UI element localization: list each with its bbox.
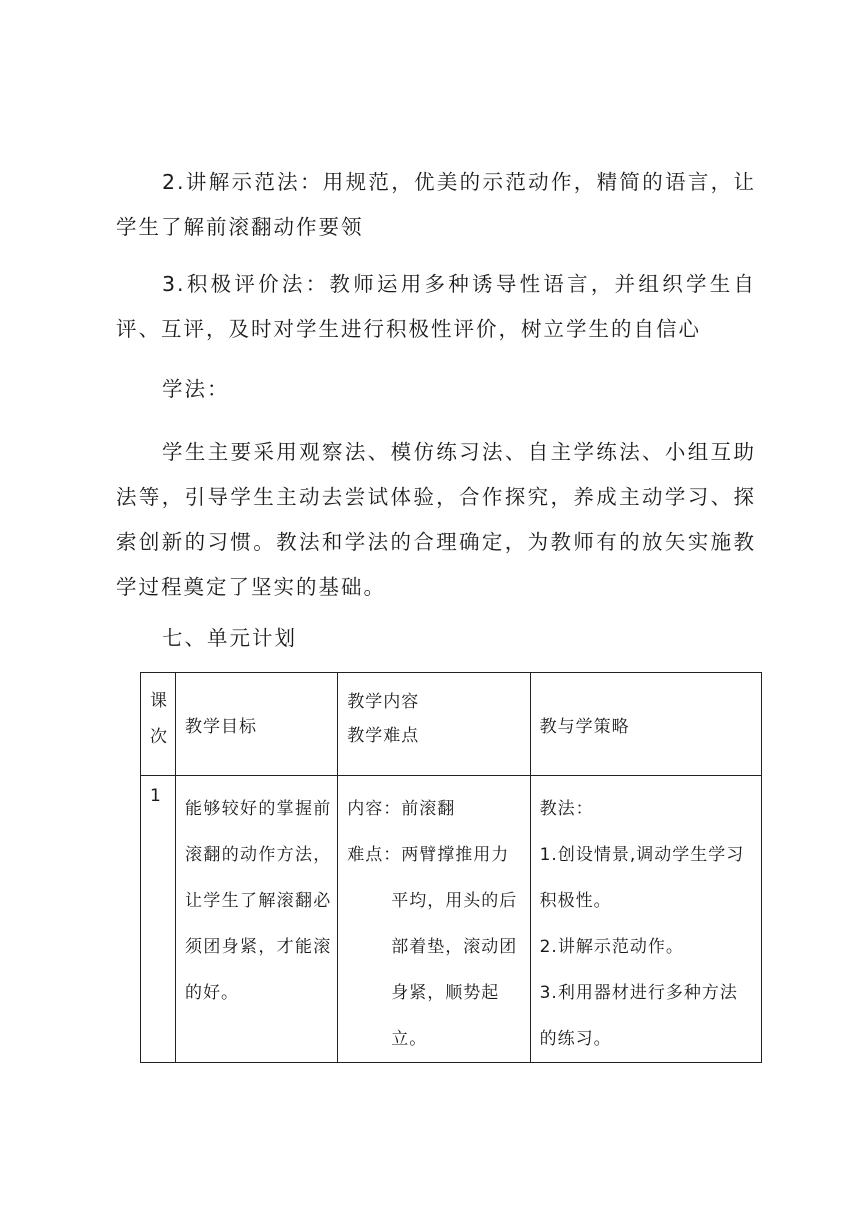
paragraph-learning-method-title: 学法： — [162, 377, 230, 401]
header-teaching-content: 教学内容 教学难点 — [338, 673, 530, 776]
lesson-strategy — [530, 776, 761, 1063]
lesson-content — [338, 776, 530, 1063]
table-header-row — [141, 673, 762, 776]
strategy-item: 3.利用器材进行多种方法的练习。 — [539, 983, 738, 1049]
unit-plan-table — [140, 672, 762, 1063]
header-lesson-number: 课 次 — [141, 673, 176, 776]
strategy-item: 1.创设情景,调动学生学习积极性。 — [539, 845, 745, 911]
header-teaching-goal: 教学目标 — [176, 673, 338, 776]
strategy-item: 2.讲解示范动作。 — [539, 937, 684, 957]
paragraph-learning-method-body: 学生主要采用观察法、模仿练习法、自主学练法、小组互助法等，引导学生主动去尝试体验，合作探究，养成主动学习、探索创新的习惯。教法和学法的合理确定，为教师有的放矢实施教学过程奠定了坚实的基础。 — [116, 440, 756, 599]
content-text: 内容：前滚翻 — [347, 799, 456, 819]
table-row — [141, 776, 762, 1063]
section-heading-unit-plan: 七、单元计划 — [162, 626, 297, 650]
paragraph-demonstration-method: 2.讲解示范法：用规范，优美的示范动作，精简的语言，让学生了解前滚翻动作要领 — [116, 170, 756, 239]
strategy-title: 教法： — [539, 799, 594, 819]
header-teaching-strategy: 教与学策略 — [530, 673, 761, 776]
paragraph-evaluation-method: 3.积极评价法：教师运用多种诱导性语言，并组织学生自评、互评，及时对学生进行积极性评价，树立学生的自信心 — [116, 272, 756, 341]
difficulty-text: 难点：两臂撑推用力平均，用头的后部着垫，滚动团身紧，顺势起立。 — [347, 845, 518, 1049]
lesson-goal: 能够较好的掌握前滚翻的动作方法，让学生了解滚翻必须团身紧，才能滚的好。 — [176, 776, 338, 1063]
lesson-number: 1 — [141, 776, 176, 1063]
